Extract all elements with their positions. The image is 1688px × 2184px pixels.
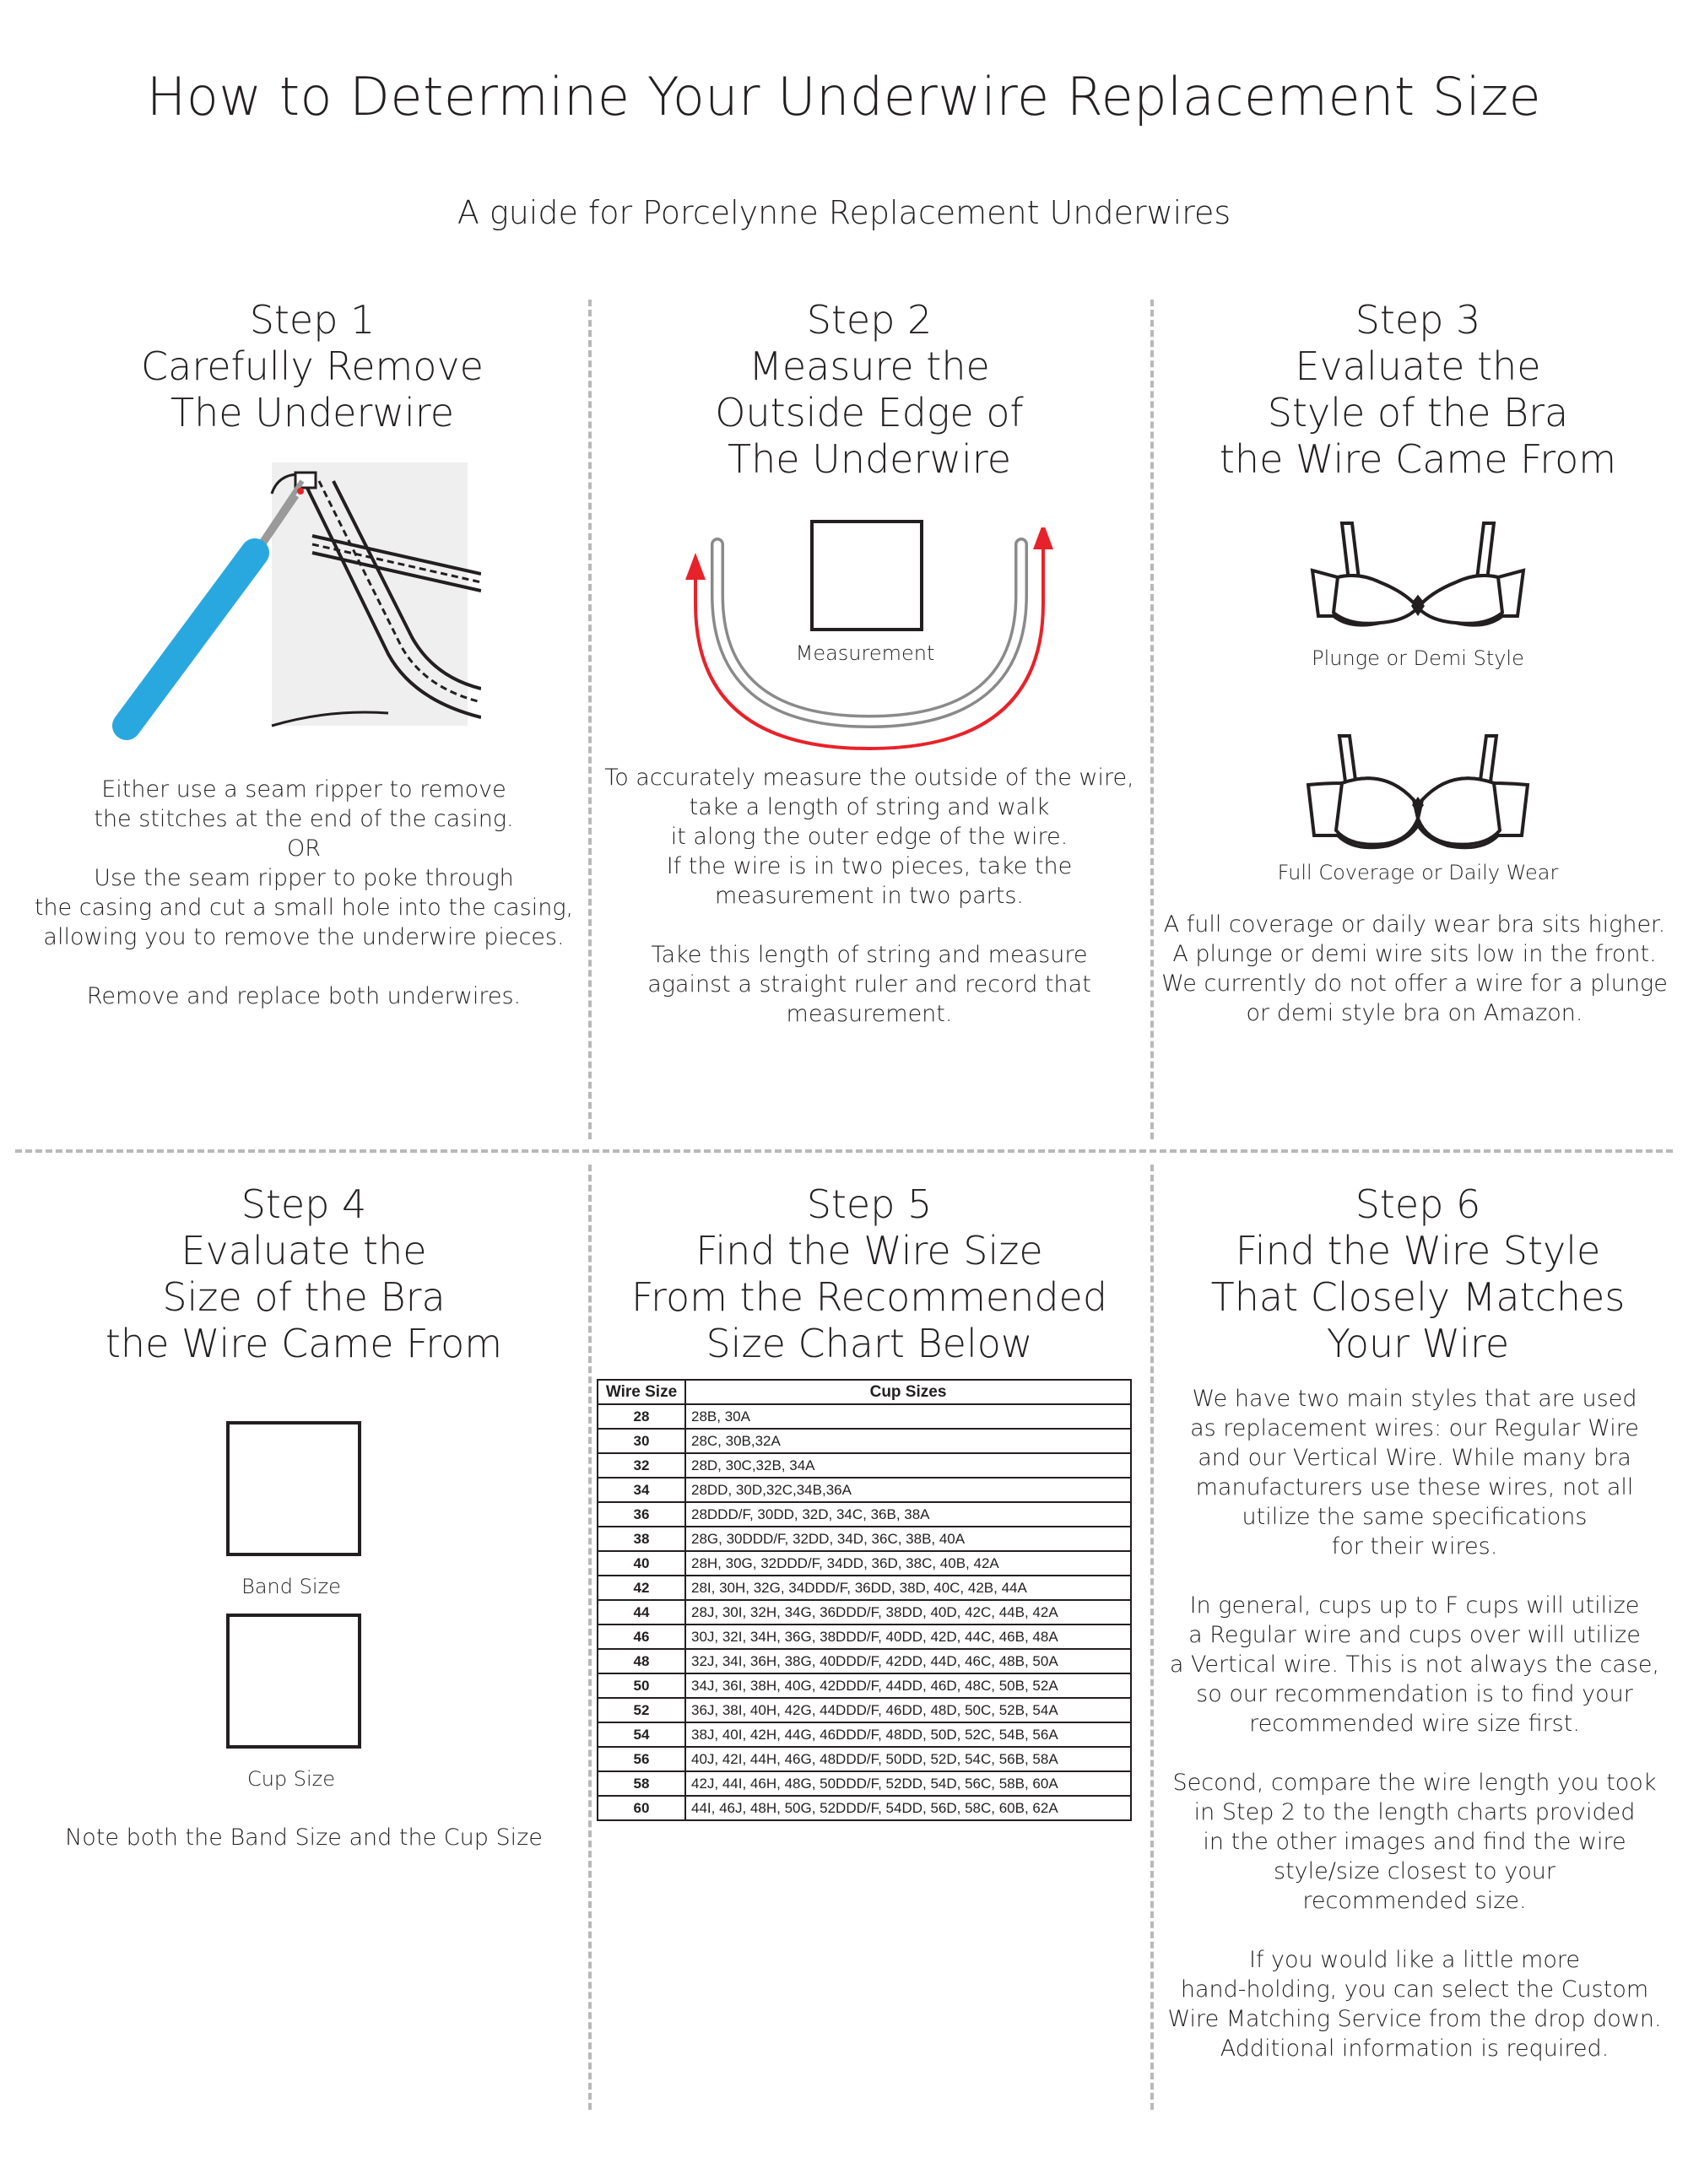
- full-coverage-bra-icon: [1304, 734, 1532, 861]
- step-2-body: [591, 763, 1148, 1058]
- wire-size-cell: 32: [598, 1453, 685, 1478]
- size-chart-row: [598, 1576, 1131, 1600]
- step-1-body: [17, 775, 591, 1041]
- cup-sizes-cell: 28I, 30H, 32G, 34DDD/F, 36DD, 38D, 40C, 42B, 44A: [685, 1576, 1131, 1600]
- step-2-heading-line: Step 2: [806, 297, 933, 343]
- cup-sizes-cell: 40J, 42I, 44H, 46G, 48DDD/F, 50DD, 52D, 54C, 56B, 58A: [685, 1747, 1131, 1771]
- divider-horizontal: [15, 1149, 1673, 1153]
- measurement-caption: Measurement: [795, 641, 935, 665]
- band-size-caption: Band Size: [241, 1575, 341, 1598]
- step-6-line: hand-holding, you can select the Custom: [1180, 1976, 1649, 2003]
- step-1-paragraph: [17, 775, 591, 952]
- cup-sizes-cell: 32J, 34I, 36H, 38G, 40DDD/F, 42DD, 44D, 46C, 48B, 50A: [685, 1649, 1131, 1673]
- step-6-line: We have two main styles that are used: [1192, 1386, 1637, 1412]
- step-1-line: allowing you to remove the underwire pieces.: [43, 924, 565, 950]
- size-chart-row: [598, 1429, 1131, 1453]
- step-4-paragraph: [17, 1823, 591, 1852]
- step-6-line: in Step 2 to the length charts provided: [1193, 1799, 1636, 1825]
- size-chart-header-row: [598, 1380, 1131, 1404]
- cup-sizes-cell: 28B, 30A: [685, 1404, 1131, 1429]
- step-2-line: against a straight ruler and record that: [647, 971, 1091, 997]
- step-6-line: recommended wire size first.: [1249, 1711, 1580, 1737]
- step-6-line: style/size closest to your: [1274, 1858, 1555, 1884]
- cup-sizes-cell: 28D, 30C,32B, 34A: [685, 1453, 1131, 1478]
- step-2-heading: [599, 297, 1139, 483]
- step-6-heading-line: Your Wire: [1326, 1321, 1510, 1366]
- step-4-heading-line: Evaluate the: [181, 1228, 427, 1273]
- step-2-line: Take this length of string and measure: [651, 942, 1088, 968]
- wire-size-header: Wire Size: [598, 1380, 685, 1404]
- measurement-box: [810, 520, 923, 631]
- page-title: How to Determine Your Underwire Replacement Size: [146, 66, 1542, 127]
- step-1-line: Remove and replace both underwires.: [86, 983, 522, 1009]
- step-6-paragraph: [1153, 1945, 1676, 2063]
- size-chart-row: [598, 1771, 1131, 1796]
- step-5-heading-line: From the Recommended: [630, 1274, 1108, 1320]
- step-2-line: If the wire is in two pieces, take the: [666, 853, 1073, 879]
- step-1-heading: [25, 297, 599, 436]
- wire-size-cell: 60: [598, 1796, 685, 1820]
- step-3-line: A full coverage or daily wear bra sits higher.: [1163, 911, 1666, 938]
- step-1-line: the casing and cut a small hole into the casing,: [34, 895, 574, 921]
- size-chart-row: [598, 1478, 1131, 1502]
- step-1-line: OR: [286, 835, 321, 862]
- step-6-line: If you would like a little more: [1249, 1947, 1580, 1973]
- cup-sizes-cell: 28DDD/F, 30DD, 32D, 34C, 36B, 38A: [685, 1502, 1131, 1527]
- size-chart-row: [598, 1698, 1131, 1722]
- wire-size-cell: 56: [598, 1747, 685, 1771]
- step-6-line: recommended size.: [1302, 1888, 1527, 1914]
- cup-sizes-cell: 34J, 36I, 38H, 40G, 42DDD/F, 44DD, 46D, 48C, 50B, 52A: [685, 1673, 1131, 1698]
- step-6-line: Additional information is required.: [1220, 2035, 1610, 2062]
- step-3-paragraph: [1153, 910, 1676, 1028]
- step-2-heading-line: The Underwire: [727, 436, 1011, 482]
- step-6-paragraph: [1153, 1768, 1676, 1916]
- arrow-head-right: [1033, 527, 1053, 549]
- step-6-heading-line: Step 6: [1355, 1181, 1481, 1227]
- step-2-line: To accurately measure the outside of the wire,: [604, 765, 1134, 791]
- step-2-line: take a length of string and walk: [689, 794, 1050, 820]
- step-6-line: utilize the same specifications: [1242, 1504, 1588, 1530]
- size-chart-row: [598, 1722, 1131, 1747]
- wire-size-cell: 48: [598, 1649, 685, 1673]
- step-6-line: a Regular wire and cups over will utilize: [1188, 1622, 1641, 1648]
- wire-size-cell: 34: [598, 1478, 685, 1502]
- step-5-heading-line: Find the Wire Size: [695, 1228, 1043, 1273]
- cup-sizes-cell: 28J, 30I, 32H, 34G, 36DDD/F, 38DD, 40D, 42C, 44B, 42A: [685, 1600, 1131, 1624]
- step-3-heading-line: Step 3: [1355, 297, 1481, 343]
- step-6-body: [1153, 1384, 1676, 2093]
- step-1-line: the stitches at the end of the casing.: [94, 806, 514, 832]
- page-subtitle: A guide for Porcelynne Replacement Underwires: [457, 194, 1231, 231]
- size-chart-row: [598, 1747, 1131, 1771]
- wire-size-cell: 42: [598, 1576, 685, 1600]
- cup-size-caption: Cup Size: [246, 1767, 336, 1791]
- step-3-line: A plunge or demi wire sits low in the front.: [1172, 941, 1657, 967]
- step-6-line: Wire Matching Service from the drop down.: [1167, 2006, 1662, 2032]
- cup-sizes-cell: 28H, 30G, 32DDD/F, 34DD, 36D, 38C, 40B, 42A: [685, 1551, 1131, 1576]
- step-6-line: for their wires.: [1331, 1533, 1498, 1560]
- size-chart-row: [598, 1404, 1131, 1429]
- size-chart-row: [598, 1453, 1131, 1478]
- step-6-line: so our recommendation is to find your: [1196, 1681, 1633, 1707]
- step-2-paragraph: [591, 940, 1148, 1029]
- step-1-line: Either use a seam ripper to remove: [101, 776, 506, 803]
- size-chart-body: [598, 1404, 1131, 1820]
- step-2-line: it along the outer edge of the wire.: [670, 824, 1069, 850]
- step-1-line: Use the seam ripper to poke through: [94, 865, 514, 891]
- wire-size-cell: 44: [598, 1600, 685, 1624]
- plunge-caption: Plunge or Demi Style: [1312, 646, 1524, 670]
- cup-sizes-cell: 28G, 30DDD/F, 32DD, 34D, 36C, 38B, 40A: [685, 1527, 1131, 1551]
- step-4-heading-line: the Wire Came From: [105, 1321, 503, 1366]
- cup-sizes-cell: 30J, 32I, 34H, 36G, 38DDD/F, 40DD, 42D, 44C, 46B, 48A: [685, 1624, 1131, 1649]
- cup-sizes-cell: 28DD, 30D,32C,34B,36A: [685, 1478, 1131, 1502]
- band-size-box: [226, 1421, 361, 1556]
- step-1-heading-line: Carefully Remove: [141, 343, 484, 389]
- wire-size-cell: 50: [598, 1673, 685, 1698]
- step-6-line: a Vertical wire. This is not always the case,: [1169, 1652, 1660, 1678]
- cup-size-box: [226, 1614, 361, 1749]
- cup-sizes-cell: 44I, 46J, 48H, 50G, 52DDD/F, 54DD, 56D, 58C, 60B, 62A: [685, 1796, 1131, 1820]
- size-chart-row: [598, 1673, 1131, 1698]
- step-5-heading: [599, 1181, 1139, 1367]
- cup-sizes-cell: 38J, 40I, 42H, 44G, 46DDD/F, 48DD, 50D, 52C, 54B, 56A: [685, 1722, 1131, 1747]
- step-6-heading: [1160, 1181, 1675, 1367]
- wire-size-cell: 30: [598, 1429, 685, 1453]
- fabric-panel: [272, 462, 468, 726]
- size-chart-table: [597, 1379, 1132, 1821]
- wire-size-cell: 40: [598, 1551, 685, 1576]
- step-2-heading-line: Outside Edge of: [715, 390, 1024, 435]
- wire-size-cell: 52: [598, 1698, 685, 1722]
- step-6-heading-line: Find the Wire Style: [1235, 1228, 1601, 1273]
- step-4-heading: [17, 1181, 591, 1367]
- wire-size-cell: 38: [598, 1527, 685, 1551]
- full-coverage-caption: Full Coverage or Daily Wear: [1277, 861, 1559, 884]
- step-3-line: or demi style bra on Amazon.: [1246, 1000, 1583, 1026]
- step-3-line: We currently do not offer a wire for a plunge: [1161, 970, 1668, 997]
- step-6-paragraph: [1153, 1384, 1676, 1561]
- wire-size-cell: 54: [598, 1722, 685, 1747]
- step-4-body: [17, 1823, 591, 1882]
- step-3-heading-line: Style of the Bra: [1267, 390, 1569, 435]
- step-1-heading-line: The Underwire: [170, 390, 454, 435]
- step-1-paragraph: [17, 981, 591, 1011]
- step-6-line: and our Vertical Wire. While many bra: [1198, 1445, 1631, 1471]
- step-6-line: Second, compare the wire length you took: [1172, 1770, 1657, 1796]
- ripper-handle: [127, 553, 255, 726]
- cup-sizes-cell: 42J, 44I, 46H, 48G, 50DDD/F, 52DD, 54D, 56C, 58B, 60A: [685, 1771, 1131, 1796]
- size-chart-row: [598, 1796, 1131, 1820]
- wire-size-cell: 46: [598, 1624, 685, 1649]
- wire-size-cell: 36: [598, 1502, 685, 1527]
- size-chart-row: [598, 1600, 1131, 1624]
- step-5-heading-line: Size Chart Below: [706, 1321, 1033, 1366]
- step-4-line: Note both the Band Size and the Cup Size: [65, 1825, 543, 1851]
- step-2-line: measurement.: [786, 1001, 953, 1027]
- cup-sizes-cell: 28C, 30B,32A: [685, 1429, 1131, 1453]
- step-6-paragraph: [1153, 1591, 1676, 1738]
- size-chart-row: [598, 1624, 1131, 1649]
- step-3-heading: [1160, 297, 1675, 483]
- wire-size-cell: 58: [598, 1771, 685, 1796]
- size-chart-row: [598, 1502, 1131, 1527]
- wire-size-cell: 28: [598, 1404, 685, 1429]
- cup-sizes-header: Cup Sizes: [685, 1380, 1131, 1404]
- step-6-line: manufacturers use these wires, not all: [1195, 1474, 1634, 1500]
- step-4-heading-line: Step 4: [241, 1181, 367, 1227]
- plunge-bra-icon: [1308, 522, 1528, 640]
- arrow-head-left: [685, 553, 706, 580]
- step-2-heading-line: Measure the: [749, 343, 990, 389]
- step-6-heading-line: That Closely Matches: [1210, 1274, 1626, 1320]
- step-4-heading-line: Size of the Bra: [162, 1274, 446, 1320]
- step-5-heading-line: Step 5: [806, 1181, 933, 1227]
- size-chart-row: [598, 1649, 1131, 1673]
- size-chart-row: [598, 1551, 1131, 1576]
- step-1-heading-line: Step 1: [249, 297, 376, 343]
- step-6-line: as replacement wires: our Regular Wire: [1190, 1415, 1639, 1441]
- step-3-heading-line: the Wire Came From: [1219, 436, 1617, 482]
- step-3-heading-line: Evaluate the: [1295, 343, 1541, 389]
- cup-sizes-cell: 36J, 38I, 40H, 42G, 44DDD/F, 46DD, 48D, 50C, 52B, 54A: [685, 1698, 1131, 1722]
- step-6-line: in the other images and find the wire: [1203, 1829, 1626, 1855]
- size-chart-row: [598, 1527, 1131, 1551]
- seam-ripper-illustration: [110, 456, 481, 743]
- step-3-body: [1153, 910, 1676, 1057]
- step-2-paragraph: [591, 763, 1148, 911]
- step-6-line: In general, cups up to F cups will utilize: [1189, 1592, 1640, 1619]
- step-2-line: measurement in two parts.: [715, 883, 1024, 909]
